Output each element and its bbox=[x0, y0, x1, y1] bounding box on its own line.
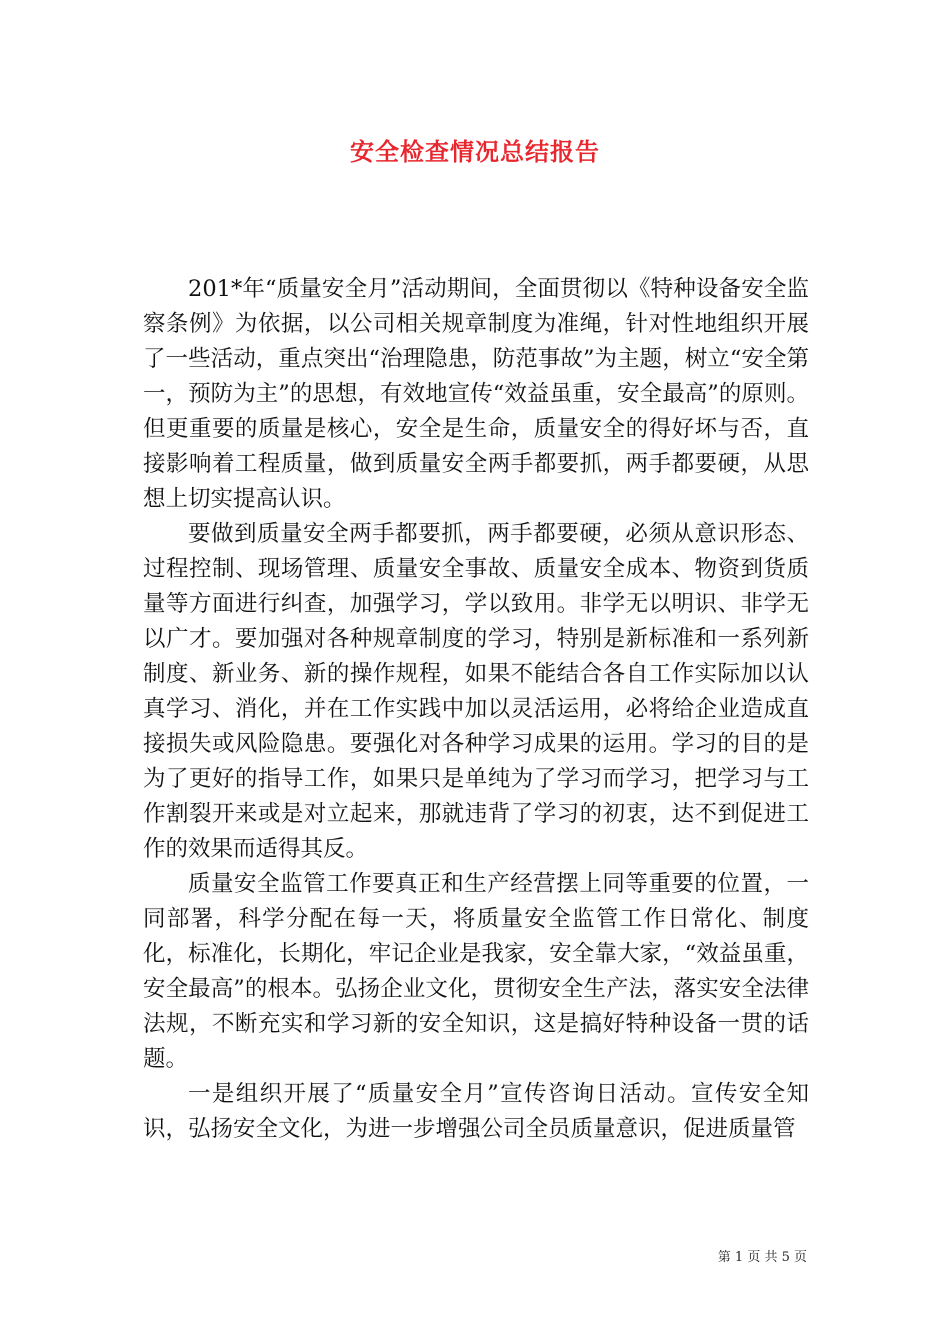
page-number-footer: 第 1 页 共 5 页 bbox=[717, 1250, 807, 1265]
document-body bbox=[143, 272, 809, 1147]
document-title: 安全检查情况总结报告 bbox=[350, 138, 600, 166]
paragraph-4: 一是组织开展了“质量安全月”宣传咨询日活动。宣传安全知识，弘扬安全文化，为进一步增强公司全员质量意识，促进质量管 bbox=[143, 1081, 809, 1142]
paragraph-3: 质量安全监管工作要真正和生产经营摆上同等重要的位置，一同部署，科学分配在每一天，将质量安全监管工作日常化、制度化，标准化，长期化，牢记企业是我家，安全靠大家，“效益虽重，安全最高”的根本。弘扬企业文化，贯彻安全生产法，落实安全法律法规，不断充实和学习新的安全知识，这是搞好特种设备一贯的话题。 bbox=[143, 871, 809, 1072]
paragraph-1: 201*年“质量安全月”活动期间，全面贯彻以《特种设备安全监察条例》为依据，以公司相关规章制度为准绳，针对性地组织开展了一些活动，重点突出“治理隐患，防范事故”为主题，树立“安全第一，预防为主”的思想，有效地宣传“效益虽重，安全最高”的原则。但更重要的质量是核心，安全是生命，质量安全的得好坏与否，直接影响着工程质量，做到质量安全两手都要抓，两手都要硬，从思想上切实提高认识。 bbox=[143, 276, 809, 512]
paragraph-2: 要做到质量安全两手都要抓，两手都要硬，必须从意识形态、过程控制、现场管理、质量安全事故、质量安全成本、物资到货质量等方面进行纠查，加强学习，学以致用。非学无以明识、非学无以广才。要加强对各种规章制度的学习，特别是新标准和一系列新制度、新业务、新的操作规程，如果不能结合各自工作实际加以认真学习、消化，并在工作实践中加以灵活运用，必将给企业造成直接损失或风险隐患。要强化对各种学习成果的运用。学习的目的是为了更好的指导工作，如果只是单纯为了学习而学习，把学习与工作割裂开来或是对立起来，那就违背了学习的初衷，达不到促进工作的效果而适得其反。 bbox=[143, 521, 809, 862]
